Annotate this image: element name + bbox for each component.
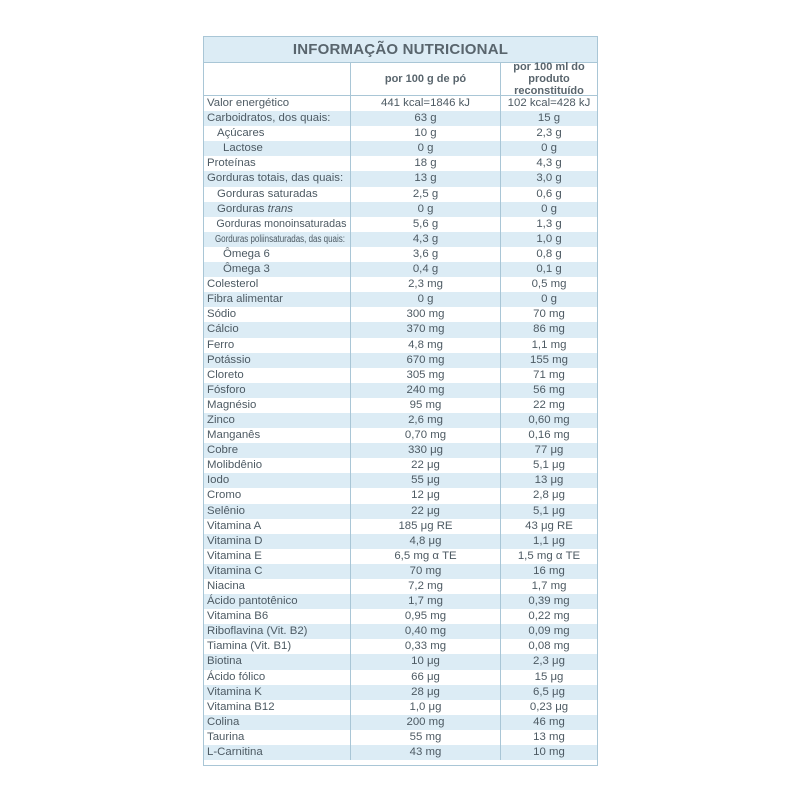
nutrient-name-text: Selênio <box>207 504 245 517</box>
nutrient-name <box>204 488 351 503</box>
table-row <box>204 564 597 579</box>
value-per-100ml: 4,3 g <box>536 157 562 170</box>
table-row <box>204 534 597 549</box>
nutrient-name-text: Gorduras poliinsaturadas, das quais: <box>214 233 345 245</box>
value-per-100ml: 1,3 g <box>536 217 562 230</box>
value-per-100ml: 86 mg <box>533 323 565 336</box>
nutrient-name <box>204 534 351 549</box>
nutrient-name-text: Cloreto <box>207 368 244 381</box>
value-per-100ml: 0,39 mg <box>528 595 570 608</box>
value-per-100g: 7,2 mg <box>351 579 501 594</box>
header-per-100ml-line2: produto reconstituído <box>514 73 584 97</box>
nutrient-name <box>204 217 351 232</box>
nutrient-name <box>204 428 351 443</box>
nutrient-name-text: Proteínas <box>207 157 256 170</box>
value-per-100ml: 1,0 g <box>536 232 562 245</box>
value-per-100g: 1,7 mg <box>351 594 501 609</box>
nutrient-name-text: Vitamina K <box>207 685 262 698</box>
table-row <box>204 277 597 292</box>
value-per-100g: 185 μg RE <box>351 519 501 534</box>
nutrient-name-text: Cálcio <box>207 323 239 336</box>
value-per-100g: 13 g <box>351 171 501 186</box>
nutrient-name <box>204 730 351 745</box>
value-per-100g: 55 mg <box>351 730 501 745</box>
nutrient-name-text: Magnésio <box>207 398 257 411</box>
nutrient-name <box>204 670 351 685</box>
nutrient-name <box>204 353 351 368</box>
value-per-100g: 66 μg <box>351 670 501 685</box>
nutrient-name <box>204 715 351 730</box>
nutrient-name-text: Zinco <box>207 413 235 426</box>
value-per-100g: 10 μg <box>351 654 501 669</box>
value-per-100ml: 0,09 mg <box>528 625 570 638</box>
nutrient-name-text: Fósforo <box>207 383 246 396</box>
value-per-100g: 370 mg <box>351 322 501 337</box>
nutrient-name-text: Cromo <box>207 489 242 502</box>
value-per-100ml: 46 mg <box>533 715 565 728</box>
value-per-100g: 22 μg <box>351 504 501 519</box>
table-row <box>204 292 597 307</box>
value-per-100ml: 0 g <box>541 142 557 155</box>
value-per-100g: 6,5 mg α TE <box>351 549 501 564</box>
table-header <box>204 63 597 96</box>
value-per-100g: 240 mg <box>351 383 501 398</box>
value-per-100ml: 0,22 mg <box>528 610 570 623</box>
header-nutrient-column <box>204 63 351 95</box>
value-per-100g: 2,5 g <box>351 187 501 202</box>
table-row <box>204 398 597 413</box>
nutrient-name <box>204 247 351 262</box>
nutrient-name <box>204 338 351 353</box>
nutrient-name-text: Biotina <box>207 655 242 668</box>
value-per-100g: 63 g <box>351 111 501 126</box>
nutrient-name <box>204 307 351 322</box>
table-row <box>204 443 597 458</box>
nutrient-name-text: Riboflavina (Vit. B2) <box>207 625 308 638</box>
nutrient-name-text: Ácido fólico <box>207 670 266 683</box>
table-row <box>204 111 597 126</box>
table-row <box>204 322 597 337</box>
nutrient-name-text: Valor energético <box>207 97 290 109</box>
value-per-100ml: 15 g <box>537 112 561 125</box>
nutrient-name <box>204 413 351 428</box>
nutrient-name-text: Gorduras totais, das quais: <box>207 172 344 185</box>
nutrient-name <box>204 322 351 337</box>
nutrient-rows <box>204 96 597 760</box>
nutrient-name <box>204 96 351 111</box>
nutrient-name-text: Manganês <box>207 429 261 442</box>
nutrient-name <box>204 292 351 307</box>
value-per-100ml: 15 μg <box>534 670 564 683</box>
table-row <box>204 579 597 594</box>
nutrient-name <box>204 171 351 186</box>
table-row <box>204 156 597 171</box>
nutrient-name <box>204 398 351 413</box>
nutrient-name-text: Potássio <box>207 353 251 366</box>
nutrient-name <box>204 232 351 247</box>
table-row <box>204 730 597 745</box>
value-per-100ml: 56 mg <box>533 383 565 396</box>
nutrient-name-text: Gorduras <box>217 202 268 215</box>
table-row <box>204 247 597 262</box>
nutrient-name <box>204 609 351 624</box>
value-per-100g: 0,33 mg <box>351 639 501 654</box>
value-per-100ml: 0,60 mg <box>528 413 570 426</box>
nutrient-name <box>204 156 351 171</box>
nutrient-name-text: L-Carnitina <box>207 746 263 759</box>
value-per-100ml: 155 mg <box>530 353 568 366</box>
nutrient-name <box>204 504 351 519</box>
nutrient-name-text: Lactose <box>223 142 263 155</box>
nutrient-name-text: Taurina <box>207 730 245 743</box>
table-row <box>204 383 597 398</box>
nutrient-name <box>204 473 351 488</box>
nutrient-name <box>204 368 351 383</box>
table-row <box>204 368 597 383</box>
table-row <box>204 594 597 609</box>
table-row <box>204 307 597 322</box>
value-per-100ml: 0 g <box>541 293 557 306</box>
table-row <box>204 700 597 715</box>
table-row <box>204 338 597 353</box>
nutrient-name-text: Tiamina (Vit. B1) <box>207 640 292 653</box>
nutrient-name <box>204 745 351 760</box>
nutrient-name <box>204 519 351 534</box>
nutrient-name <box>204 126 351 141</box>
value-per-100g: 22 μg <box>351 458 501 473</box>
nutrient-name <box>204 549 351 564</box>
value-per-100ml: 2,3 μg <box>533 655 565 668</box>
nutrient-name <box>204 685 351 700</box>
value-per-100g: 200 mg <box>351 715 501 730</box>
value-per-100g: 95 mg <box>351 398 501 413</box>
table-row <box>204 504 597 519</box>
table-row <box>204 654 597 669</box>
nutrient-name-text: Gorduras monoinsaturadas <box>216 217 347 230</box>
nutrient-name-italic: trans <box>267 202 293 215</box>
value-per-100ml: 0,8 g <box>536 247 562 260</box>
value-per-100g: 441 kcal=1846 kJ <box>351 96 501 111</box>
nutrient-name <box>204 383 351 398</box>
value-per-100ml: 77 μg <box>534 444 564 457</box>
table-row <box>204 262 597 277</box>
value-per-100ml: 0,5 mg <box>531 278 567 291</box>
value-per-100g: 670 mg <box>351 353 501 368</box>
value-per-100ml: 0,08 mg <box>528 640 570 653</box>
value-per-100ml: 16 mg <box>533 564 565 577</box>
table-row <box>204 609 597 624</box>
nutrient-name-text: Vitamina D <box>207 534 263 547</box>
value-per-100ml: 0 g <box>541 202 557 215</box>
table-row <box>204 413 597 428</box>
table-title: INFORMAÇÃO NUTRICIONAL <box>204 37 597 63</box>
value-per-100ml: 0,23 μg <box>529 700 569 713</box>
table-row <box>204 202 597 217</box>
nutrient-name-text: Gorduras saturadas <box>217 187 318 200</box>
table-row <box>204 745 597 760</box>
nutrient-name <box>204 277 351 292</box>
value-per-100g: 0 g <box>351 292 501 307</box>
nutrient-name <box>204 654 351 669</box>
value-per-100g: 0,70 mg <box>351 428 501 443</box>
nutrient-name-text: Fibra alimentar <box>207 293 283 306</box>
value-per-100g: 10 g <box>351 126 501 141</box>
table-row <box>204 126 597 141</box>
nutrient-name <box>204 579 351 594</box>
table-row <box>204 624 597 639</box>
table-row <box>204 96 597 111</box>
nutrient-name <box>204 141 351 156</box>
value-per-100ml: 0,6 g <box>536 187 562 200</box>
value-per-100g: 1,0 μg <box>351 700 501 715</box>
value-per-100g: 2,6 mg <box>351 413 501 428</box>
value-per-100g: 55 μg <box>351 473 501 488</box>
nutrient-name <box>204 639 351 654</box>
value-per-100g: 28 μg <box>351 685 501 700</box>
value-per-100g: 0,40 mg <box>351 624 501 639</box>
table-row <box>204 715 597 730</box>
value-per-100g: 5,6 g <box>351 217 501 232</box>
nutrient-name-text: Iodo <box>207 474 230 487</box>
header-per-100g: por 100 g de pó <box>351 63 501 95</box>
value-per-100ml: 1,7 mg <box>531 580 567 592</box>
value-per-100ml: 5,1 μg <box>533 459 565 472</box>
value-per-100ml: 43 μg RE <box>525 519 573 532</box>
nutrient-name <box>204 187 351 202</box>
header-per-100ml-line1: por 100 ml do <box>513 61 585 73</box>
value-per-100g: 43 mg <box>351 745 501 760</box>
nutrient-name-text: Ômega 3 <box>223 263 270 276</box>
value-per-100ml: 1,1 mg <box>531 338 567 351</box>
nutrient-name-text: Vitamina A <box>207 519 262 532</box>
value-per-100ml: 10 mg <box>533 746 565 759</box>
nutrient-name-text: Colesterol <box>207 278 259 291</box>
table-row <box>204 141 597 156</box>
nutrient-name-text: Ácido pantotênico <box>207 595 298 608</box>
value-per-100ml: 13 mg <box>533 730 565 743</box>
value-per-100g: 330 μg <box>351 443 501 458</box>
nutrient-name-text: Colina <box>207 715 240 728</box>
value-per-100ml: 6,5 μg <box>533 685 565 698</box>
value-per-100ml: 2,3 g <box>536 127 562 140</box>
value-per-100g: 3,6 g <box>351 247 501 262</box>
table-row <box>204 685 597 700</box>
nutrient-name-text: Sódio <box>207 308 237 321</box>
value-per-100ml: 5,1 μg <box>533 504 565 517</box>
table-row <box>204 488 597 503</box>
value-per-100ml: 22 mg <box>533 398 565 411</box>
value-per-100g: 0,95 mg <box>351 609 501 624</box>
table-row <box>204 353 597 368</box>
table-row <box>204 232 597 247</box>
value-per-100ml: 1,5 mg α TE <box>517 549 581 562</box>
value-per-100g: 18 g <box>351 156 501 171</box>
table-row <box>204 217 597 232</box>
nutrient-name-text: Molibdênio <box>207 459 263 472</box>
value-per-100ml: 1,1 μg <box>533 534 565 547</box>
value-per-100g: 12 μg <box>351 488 501 503</box>
value-per-100ml: 0,1 g <box>536 263 562 276</box>
value-per-100g: 4,3 g <box>351 232 501 247</box>
header-per-100ml <box>501 63 597 95</box>
value-per-100ml: 2,8 μg <box>533 489 565 502</box>
table-row <box>204 519 597 534</box>
value-per-100ml: 3,0 g <box>536 172 562 185</box>
value-per-100ml: 102 kcal=428 kJ <box>507 97 591 109</box>
nutrient-name-text: Carboidratos, dos quais: <box>207 112 331 125</box>
table-row <box>204 187 597 202</box>
nutrient-name <box>204 624 351 639</box>
value-per-100g: 300 mg <box>351 307 501 322</box>
nutrient-name <box>204 443 351 458</box>
table-row <box>204 473 597 488</box>
nutrient-name <box>204 700 351 715</box>
nutrient-name-text: Vitamina B6 <box>207 610 269 623</box>
value-per-100ml: 0,16 mg <box>528 429 570 442</box>
value-per-100g: 70 mg <box>351 564 501 579</box>
nutrient-name-text: Vitamina B12 <box>207 700 275 713</box>
nutrient-name-text: Cobre <box>207 444 239 457</box>
value-per-100g: 0 g <box>351 202 501 217</box>
nutrient-name-text: Niacina <box>207 580 245 592</box>
nutrient-name-text: Vitamina E <box>207 549 262 562</box>
nutrient-name <box>204 111 351 126</box>
table-row <box>204 639 597 654</box>
nutrient-name <box>204 262 351 277</box>
value-per-100g: 305 mg <box>351 368 501 383</box>
nutrient-name <box>204 458 351 473</box>
value-per-100g: 4,8 μg <box>351 534 501 549</box>
value-per-100g: 0 g <box>351 141 501 156</box>
nutrient-name <box>204 594 351 609</box>
value-per-100ml: 70 mg <box>533 308 565 321</box>
table-row <box>204 549 597 564</box>
nutrient-name-text: Ômega 6 <box>223 247 270 260</box>
table-row <box>204 670 597 685</box>
value-per-100g: 0,4 g <box>351 262 501 277</box>
table-row <box>204 458 597 473</box>
nutrient-name <box>204 564 351 579</box>
nutrition-facts-panel <box>203 36 598 766</box>
table-row <box>204 171 597 186</box>
value-per-100g: 4,8 mg <box>351 338 501 353</box>
value-per-100ml: 13 μg <box>534 474 564 487</box>
value-per-100g: 2,3 mg <box>351 277 501 292</box>
nutrient-name-text: Vitamina C <box>207 564 263 577</box>
nutrient-name-text: Açúcares <box>217 127 265 140</box>
value-per-100ml: 71 mg <box>533 368 565 381</box>
table-row <box>204 428 597 443</box>
nutrient-name <box>204 202 351 217</box>
nutrient-name-text: Ferro <box>207 338 235 351</box>
